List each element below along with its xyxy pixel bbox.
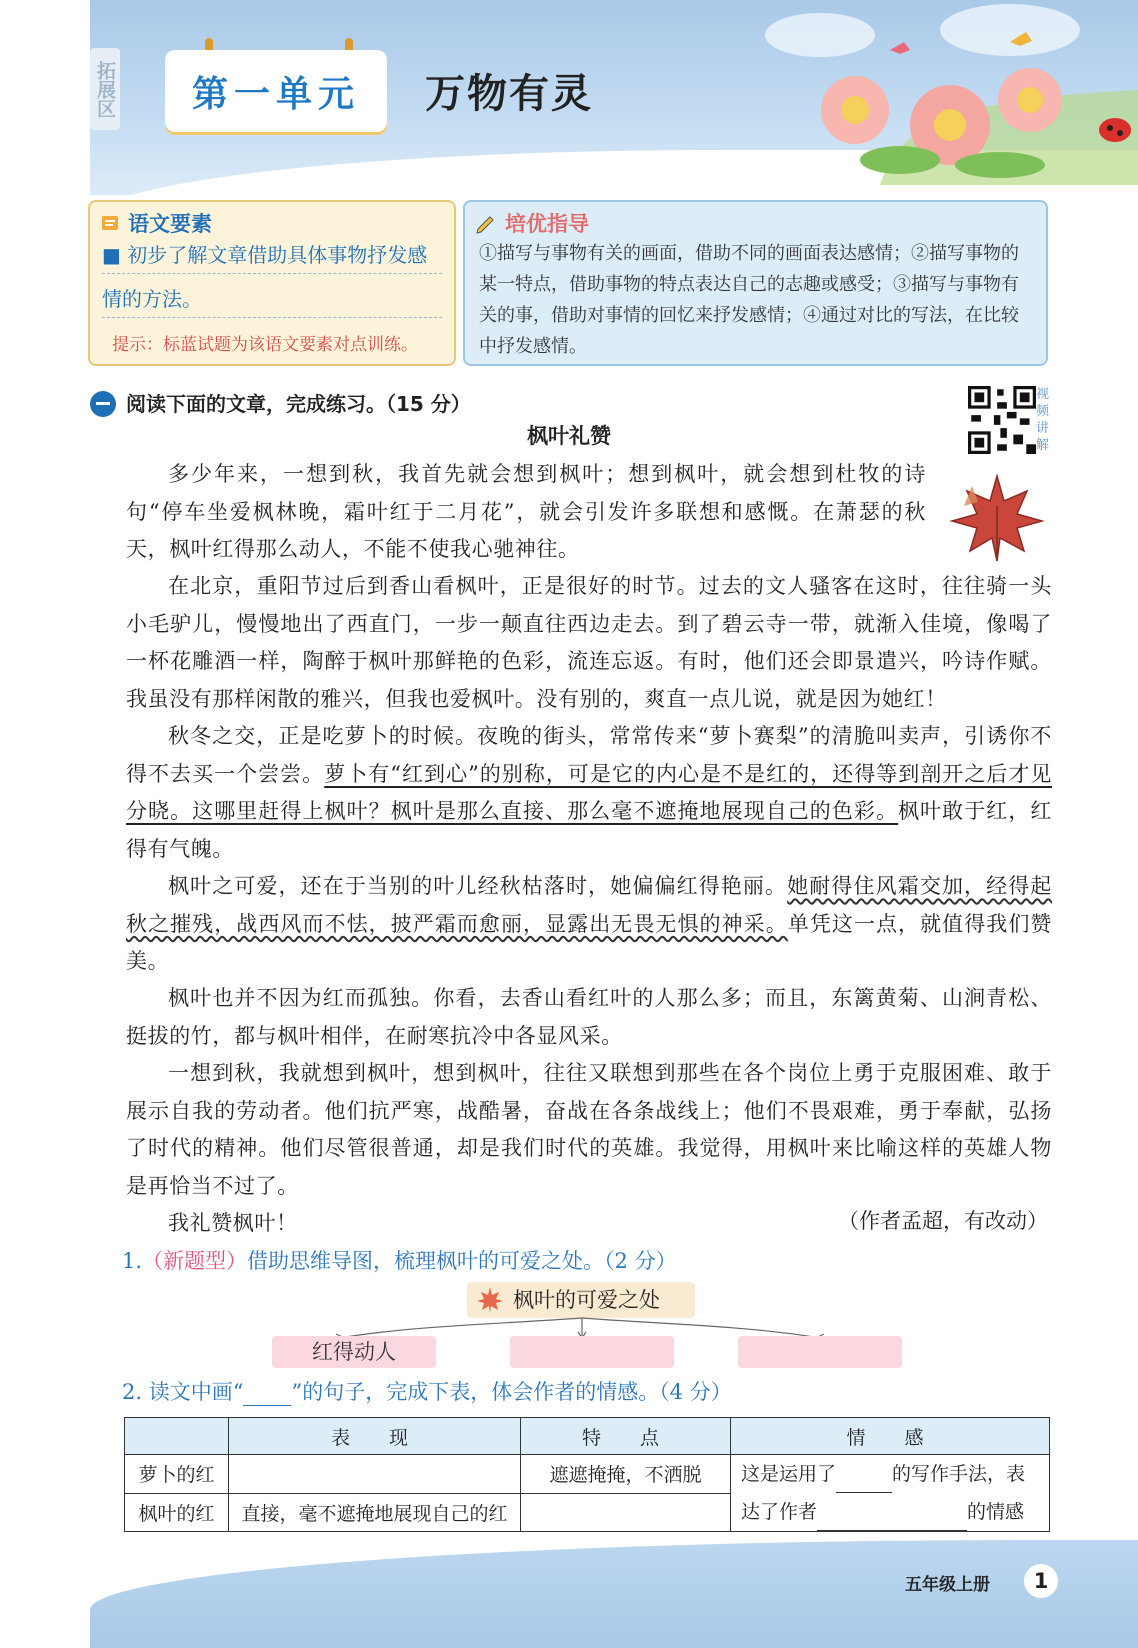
row2-trait-blank[interactable] xyxy=(521,1493,731,1532)
pencil-icon xyxy=(475,212,497,234)
notebook-icon xyxy=(100,213,120,233)
question-2 xyxy=(122,1376,732,1406)
guide-title: 培优指导 xyxy=(505,212,589,236)
paragraph-4-intro: 枫叶之可爱，还在于当别的叶儿经秋枯落时，她偏偏红得艳丽。 xyxy=(168,874,788,898)
question-1-number: 1. xyxy=(122,1249,143,1273)
article-paragraph-4 xyxy=(126,868,1052,981)
emotion-cell xyxy=(731,1455,1050,1532)
flower-left xyxy=(821,76,889,144)
article-paragraph-2: 在北京，重阳节过后到香山看枫叶，正是很好的时节。过去的文人骚客在这时，往往骑一头小毛驴儿，慢慢地出了西直门，一步一颠直往西边走去。到了碧云寺一带，就渐入佳境，像喝了一杯花雕酒一样，陶醉于枫叶那鲜艳的色彩，流连忘返。有时，他们还会即景遣兴，吟诗作赋。我虽没有那样闲散的雅兴，但我也爱枫叶。没有别的，爽直一点儿说，就是因为她红！ xyxy=(126,574,1052,711)
article-paragraph-7: 我礼赞枫叶！ xyxy=(168,1211,298,1235)
emotion-text-b: 的写作手法，表 xyxy=(892,1463,1026,1485)
guide-box xyxy=(463,200,1048,366)
row2-show: 直接，毫不遮掩地展现自己的红 xyxy=(229,1493,521,1532)
mindmap-node-2-blank[interactable] xyxy=(510,1336,674,1368)
wavy-underlined-sentence: 她耐得住风霜交加，经得起秋之摧残，战西风而不怯，披严霜而愈丽，显露出无畏无惧的神采。 xyxy=(126,874,1052,936)
question-2-text-b: ”的句子，完成下表，体会作者的情感。（4 分） xyxy=(291,1380,732,1404)
article-paragraph-1: 多少年来，一想到秋，我首先就会想到枫叶；想到枫叶，就会想到杜牧的诗句“停车坐爱枫林晚，霜叶红于二月花”，就会引发许多联想和感慨。在萧瑟的秋天，枫叶红得那么动人，不能不使我心驰神往。 xyxy=(126,462,926,561)
table-row xyxy=(125,1455,1050,1494)
question-2-text-a: 2. 读文中画“ xyxy=(122,1380,244,1404)
emotion-text-a: 这是运用了 xyxy=(741,1463,837,1485)
emotion-text-c: 达了作者 xyxy=(741,1501,818,1523)
yuwen-tip: 提示：标蓝试题为该语文要素对点训练。 xyxy=(112,335,418,355)
footer-grade: 五年级上册 xyxy=(905,1575,990,1595)
section-instruction: 阅读下面的文章，完成练习。（15 分） xyxy=(126,392,471,416)
row1-show-blank[interactable] xyxy=(229,1455,521,1494)
paragraph-4-end: 单凭这一点，就值得我们赞美。 xyxy=(126,911,1053,973)
table-header-show: 表 现 xyxy=(229,1418,521,1455)
emotion-text-d: 的情感 xyxy=(967,1501,1025,1523)
yuwen-elements-box xyxy=(88,200,456,366)
question-1 xyxy=(122,1245,677,1275)
yuwen-elements-heading xyxy=(100,208,212,238)
side-tab-text: 拓展区 xyxy=(94,60,116,118)
flower-right xyxy=(998,68,1062,132)
emotion-blank-1[interactable] xyxy=(836,1469,892,1493)
mindmap-center-label: 枫叶的可爱之处 xyxy=(513,1288,660,1312)
section-badge-icon xyxy=(90,391,116,417)
article-paragraph-6: 一想到秋，我就想到枫叶，想到枫叶，往往又联想到那些在各个岗位上勇于克服困难、敢于展示自我的劳动者。他们抗严寒，战酷暑，奋战在各条战线上；他们不畏艰难，勇于奉献，弘扬了时代的精神。他们尽管很普通，却是我们时代的英雄。我觉得，用枫叶来比喻这样的英雄人物是再恰当不过了。 xyxy=(126,1061,1052,1198)
table-header-trait: 特 点 xyxy=(521,1418,731,1455)
yuwen-elements-title: 语文要素 xyxy=(128,212,212,236)
page-number: 1 xyxy=(1024,1564,1058,1598)
paragraph-3-intro: 秋冬之交，正是吃萝卜的时候。夜晚的街头，常常传来“萝卜赛梨”的清脆叫卖声，引诱你不得不去买一个尝尝。 xyxy=(126,724,1052,786)
row1-label: 萝卜的红 xyxy=(125,1455,229,1494)
table-header-empty xyxy=(125,1418,229,1455)
underlined-sentence: 萝卜有“红到心”的别称，可是它的内心是不是红的，还得等到剖开之后才见分晓。这哪里赶得上枫叶？枫叶是那么直接、那么毫不遮掩地展现自己的色彩。 xyxy=(126,761,1052,823)
emotion-line-1 xyxy=(741,1455,1049,1493)
maple-leaf-illustration xyxy=(942,466,1052,566)
paragraph-3-end: 枫叶敢于红，红得有气魄。 xyxy=(126,799,1052,861)
unit-label-box xyxy=(165,50,387,132)
underline-sample xyxy=(243,1382,291,1406)
comparison-table xyxy=(124,1417,1050,1532)
emotion-blank-2[interactable] xyxy=(817,1507,967,1531)
article-title: 枫叶礼赞 xyxy=(527,423,611,448)
mindmap-node-1 xyxy=(272,1336,436,1368)
side-tab xyxy=(90,48,120,130)
ladybug-icon xyxy=(1099,118,1131,142)
maple-leaf-icon xyxy=(475,1285,505,1315)
question-1-text: 借助思维导图，梳理枫叶的可爱之处。（2 分） xyxy=(247,1249,677,1273)
article-paragraph-3 xyxy=(126,718,1052,868)
article-author: （作者孟超，有改动） xyxy=(838,1209,1048,1233)
qr-label: 视频讲解 xyxy=(1036,387,1050,453)
guide-body: ①描写与事物有关的画面，借助不同的画面表达感情；②描写事物的某一特点，借助事物的特点表达自己的志趣或感受；③描写与事物有关的事，借助对事情的回忆来抒发感情；④通过对比的写法，在比较中抒发感情。 xyxy=(479,243,1019,357)
yuwen-elements-line-2: 情的方法。 xyxy=(102,280,442,318)
flowers-illustration xyxy=(760,0,1138,185)
emotion-line-2 xyxy=(741,1493,1049,1531)
bird-icon xyxy=(890,42,910,54)
table-header-row xyxy=(125,1418,1050,1455)
row2-label: 枫叶的红 xyxy=(125,1493,229,1532)
mindmap-node-3-blank[interactable] xyxy=(738,1336,902,1368)
yuwen-elements-line-1: ■ 初步了解文章借助具体事物抒发感 xyxy=(102,236,442,274)
guide-heading xyxy=(475,208,589,238)
article-paragraph-5: 枫叶也并不因为红而孤独。你看，去香山看红叶的人那么多；而且，东篱黄菊、山涧青松、挺拔的竹，都与枫叶相伴，在耐寒抗冷中各显风采。 xyxy=(126,986,1052,1048)
mindmap-node-1-label: 红得动人 xyxy=(312,1340,396,1364)
row1-trait: 遮遮掩掩，不洒脱 xyxy=(521,1455,731,1494)
unit-label: 第一单元 xyxy=(191,73,360,115)
unit-title: 万物有灵 xyxy=(425,71,593,117)
question-1-tag: （新题型） xyxy=(142,1249,248,1273)
table-header-emotion: 情 感 xyxy=(731,1418,1050,1455)
